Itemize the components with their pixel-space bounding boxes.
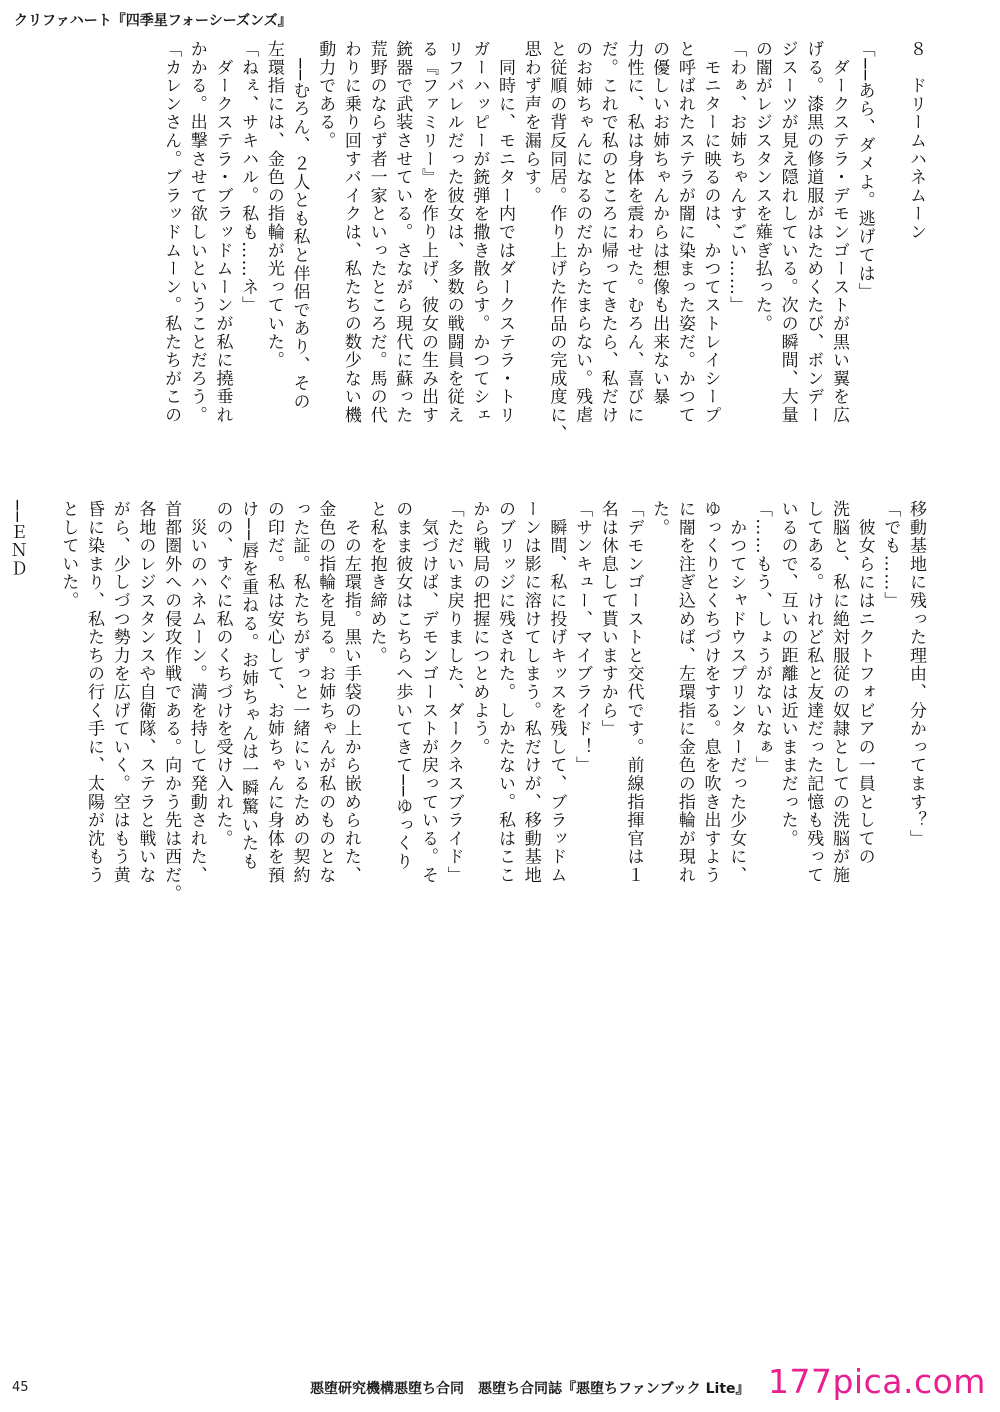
text-column: た。 [649,500,670,537]
text-column: に闇を注ぎ込めば、左環指に金色の指輪が現れ [674,500,695,885]
text-column: 左環指には、金色の指輪が光っていた。 [263,40,284,370]
end-mark: ──ＥＮＤ [6,500,27,578]
text-column: 「サンキュー、マイブライド！」 [572,500,593,775]
text-column: け──唇を重ねる。お姉ちゃんは一瞬驚いたも [238,500,259,871]
text-column: だ。これで私のところに帰ってきたら、私だけ [597,40,618,425]
text-column: ゆっくりとくちづけをする。息を吹き出すよう [700,500,721,885]
text-column: の印だ。私は安心して、お姉ちゃんに身体を預 [263,500,284,885]
text-column: してある。けれど私と友達だった記憶も残って [803,500,824,885]
text-column: 「デモンゴーストと交代です。前線指揮官は１ [623,500,644,885]
text-column: モニターに映るのは、かつてストレイシープ [700,40,721,425]
text-column: った証。私たちがずっと一緒にいるための契約 [289,500,310,885]
text-column: のの、すぐに私のくちづけを受け入れた。 [212,500,233,848]
text-column: ーンは影に溶けてしまう。私だけが、移動基地 [520,500,541,885]
text-column: 昏に染まり、私たちの行く手に、太陽が沈もう [84,500,104,885]
text-column: 「ねぇ、サキハル。私も……ネ」 [238,40,259,315]
text-column: 首都圏外への侵攻作戦である。向かう先は西だ。 [161,500,182,903]
text-column: 同時に、モニター内ではダークステラ・トリ [495,40,515,425]
text-column: のブリッジに残された。しかたない。私はここ [495,500,515,885]
text-column: 金色の指輪を見る。お姉ちゃんが私のものとな [315,500,336,885]
text-column: ８ ドリームハネムーン [906,40,926,242]
text-column: いるので、互いの距離は近いままだった。 [777,500,798,848]
text-column: 洗脳と、私に絶対服従の奴隷としての洗脳が施 [828,500,849,885]
text-column: 荒野のならず者一家といったところだ。馬の代 [366,40,387,425]
text-column: 動力である。 [315,40,336,150]
text-column: ダークステラ・ブラッドムーンが私に撓垂れ [212,40,233,425]
text-column: 彼女らにはニクトフォビアの一員としての [854,500,875,866]
text-column: ガーハッピーが銃弾を撒き散らす。かつてシェ [469,40,490,425]
page-number: 45 [12,1380,29,1395]
text-column: 「……もう、しょうがないなぁ」 [751,500,772,775]
text-column: 各地のレジスタンスや自衛隊、ステラと戦いな [135,500,156,885]
text-column: 瞬間、私に投げキッスを残して、ブラッドム [546,500,567,885]
text-column: 移動基地に残った理由、分かってます？」 [906,500,926,848]
text-column: から戦局の把握につとめよう。 [469,500,490,757]
text-column: 名は休息して貰いますから」 [597,500,618,738]
text-column: ダークステラ・デモンゴーストが黒い翼を広 [828,40,849,425]
text-column: 力性に、私は身体を震わせた。むろん、喜びに [623,40,644,425]
text-column: と従順の背反同居。作り上げた作品の完成度に、 [546,40,567,443]
text-column: わりに乗り回すバイクは、私たちの数少ない機 [340,40,361,425]
text-column: リフバレルだった彼女は、多数の戦闘員を従え [443,40,464,425]
upper-text-tier [100,40,924,480]
text-column: のまま彼女はこちらへ歩いてきて──ゆっくり [392,500,413,871]
text-column: ジスーツが見え隠れしている。次の瞬間、大量 [777,40,798,425]
text-column: 気づけば、デモンゴーストが戻っている。そ [417,500,438,885]
text-column: げる。漆黒の修道服がはためくたび、ボンデー [803,40,824,425]
text-column: その左環指。黒い手袋の上から嵌められた、 [340,500,361,885]
publication-title: 悪堕研究機構悪堕ち合同 悪堕ち合同誌『悪堕ちファンブック Lite』 [310,1381,750,1397]
text-column: 災いのハネムーン。満を持して発動された、 [186,500,207,885]
text-column: 「わぁ、お姉ちゃんすごい……」 [726,40,747,315]
text-column: としていた。 [58,500,79,610]
text-column: と呼ばれたステラが闇に染まった姿だ。かつて [674,40,695,425]
text-column: 銃器で武装させている。さながら現代に蘇った [392,40,413,425]
site-watermark: 177pica.com [768,1362,986,1401]
text-column: 「──あら、ダメよ。逃げては」 [854,40,875,301]
text-column: かかる。出撃させて欲しいということだろう。 [186,40,207,425]
blank-column [881,40,898,480]
book-title-header: クリファハート『四季星フォーシーズンズ』 [14,13,292,29]
text-column: 「ただいま戻りました、ダークネスブライド」 [443,500,464,885]
text-column: 「でも……」 [880,500,901,610]
text-column: と私を抱き締めた。 [366,500,387,665]
lower-text-tier [6,500,926,1360]
text-column: の闇がレジスタンスを薙ぎ払った。 [751,40,772,333]
text-column: る『ファミリー』を作り上げ、彼女の生み出す [417,40,438,425]
text-column: の優しいお姉ちゃんからは想像も出来ない暴 [649,40,670,406]
text-column: 思わず声を漏らす。 [520,40,541,205]
text-column: かつてシャドウスプリンターだった少女に、 [726,500,747,885]
text-column: ──むろん、２人とも私と伴侶であり、その [289,40,310,411]
text-column: のお姉ちゃんになるのだからたまらない。残虐 [572,40,593,425]
text-column: がら、少しづつ勢力を広げていく。空はもう黄 [109,500,130,885]
text-column: 「カレンさん。ブラッドムーン。私たちがこの [161,40,182,425]
